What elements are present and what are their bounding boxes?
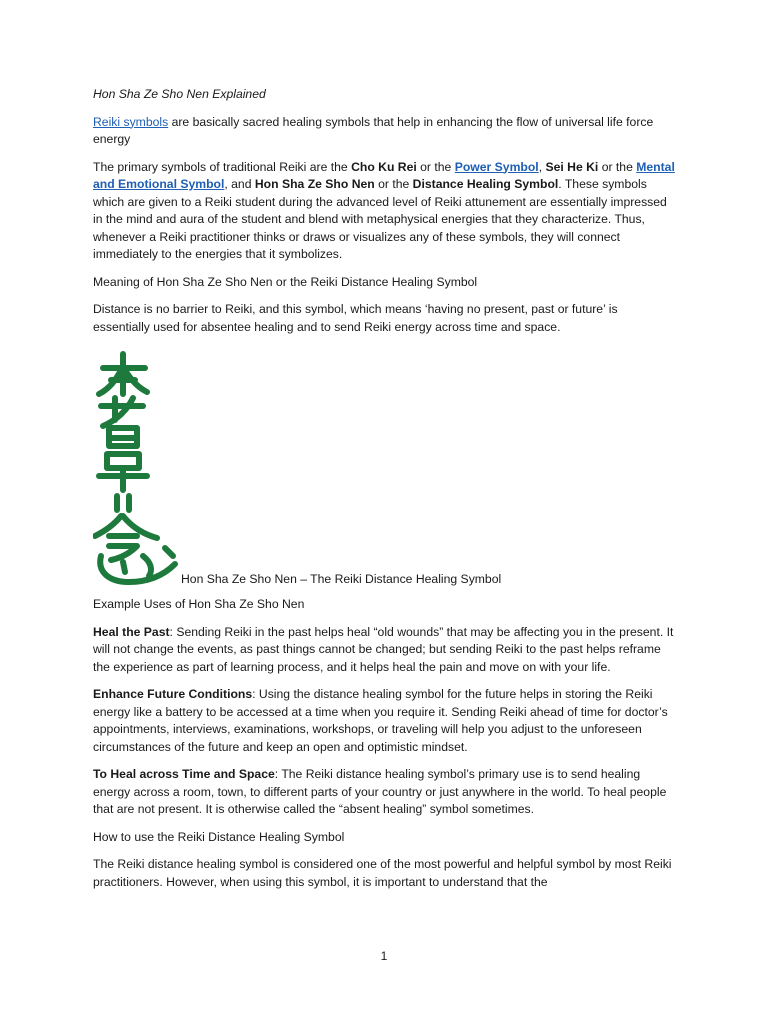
primary-text-4: or the [598,159,637,174]
use-heal-past [93,624,676,677]
use-text: : Using the distance healing symbol for the future helps in storing the Reiki energy like a battery to be accessed at a time when you require it. Sending Reiki ahead of time for doctor’s appointments, interviews, examinations, workshops, or traveling will help you adjust to the unforeseen circumstances of the future and keep an open and optimistic mindset. [93,687,668,754]
primary-text-1: The primary symbols of traditional Reiki are the [93,159,352,174]
use-heal-time-space [93,766,676,819]
meaning-heading: Meaning of Hon Sha Ze Sho Nen or the Reiki Distance Healing Symbol [93,274,478,289]
primary-text-6: or the [374,177,413,191]
howto-heading: How to use the Reiki Distance Healing Symbol [93,829,345,844]
intro-text: are basically sacred healing symbols that help in enhancing the flow of universal life force energy [93,114,654,146]
hon-sha-ze-sho-nen-bold: Hon Sha Ze Sho Nen [254,177,375,191]
use-text: : The Reiki distance healing symbol’s primary use is to send healing energy across a room, town, to different parts of your country or just anywhere in the world. To heal people that are not present. It is otherwise called the “absent healing” symbol sometimes. [93,767,667,816]
distance-paragraph: Distance is no barrier to Reiki, and this symbol, which means ‘having no present, past or future’ is essentially used for absentee healing and to send Reiki energy across time and space. [93,302,618,334]
primary-symbols-paragraph [93,159,676,264]
primary-text-5: , and [224,177,255,191]
howto-paragraph: The Reiki distance healing symbol is considered one of the most powerful and helpful symbol by most Reiki practitioners. However, when using this symbol, it is important to understand that the [93,857,672,889]
primary-text-2: or the [416,159,455,174]
reiki-symbols-link[interactable]: Reiki symbols [93,114,169,129]
cho-ku-rei-bold: Cho Ku Rei [351,159,417,174]
figure-caption: Hon Sha Ze Sho Nen – The Reiki Distance Healing Symbol [181,572,502,586]
use-label: To Heal across Time and Space [93,767,275,781]
uses-heading: Example Uses of Hon Sha Ze Sho Nen [93,597,305,611]
use-enhance-future [93,686,676,756]
symbol-figure [93,350,676,586]
intro-paragraph [93,114,676,149]
power-symbol-link[interactable]: Power Symbol [454,159,539,174]
mental-emotional-symbol-link[interactable]: Mental and Emotional Symbol [93,159,675,191]
document-title: Hon Sha Ze Sho Nen Explained [93,87,266,101]
use-label: Enhance Future Conditions [93,687,253,701]
use-text: : Sending Reiki in the past helps heal “old wounds” that may be affecting you in the present. It will not change the events, as past things cannot be changed; but sending Reiki to the past helps reframe the experience as part of learning process, and it helps heal the pain and move on with your life. [93,624,674,674]
use-label: Heal the Past [93,624,170,639]
primary-text-7: . These symbols which are given to a Reiki student during the advanced level of Reiki attunement are essentially impressed in the mind and aura of the student and blend with metaphysical energies that they characterize. Thus, whenever a Reiki practitioner thinks or draws or visualizes any of these symbols, they will connect immediately to the energies that it symbolizes. [93,177,667,261]
primary-text-3: , [538,159,546,174]
sei-he-ki-bold: Sei He Ki [545,159,599,174]
distance-healing-symbol-bold: Distance Healing Symbol [412,177,559,191]
hon-sha-ze-sho-nen-symbol-image [93,350,179,586]
page-number: 1 [380,949,388,963]
